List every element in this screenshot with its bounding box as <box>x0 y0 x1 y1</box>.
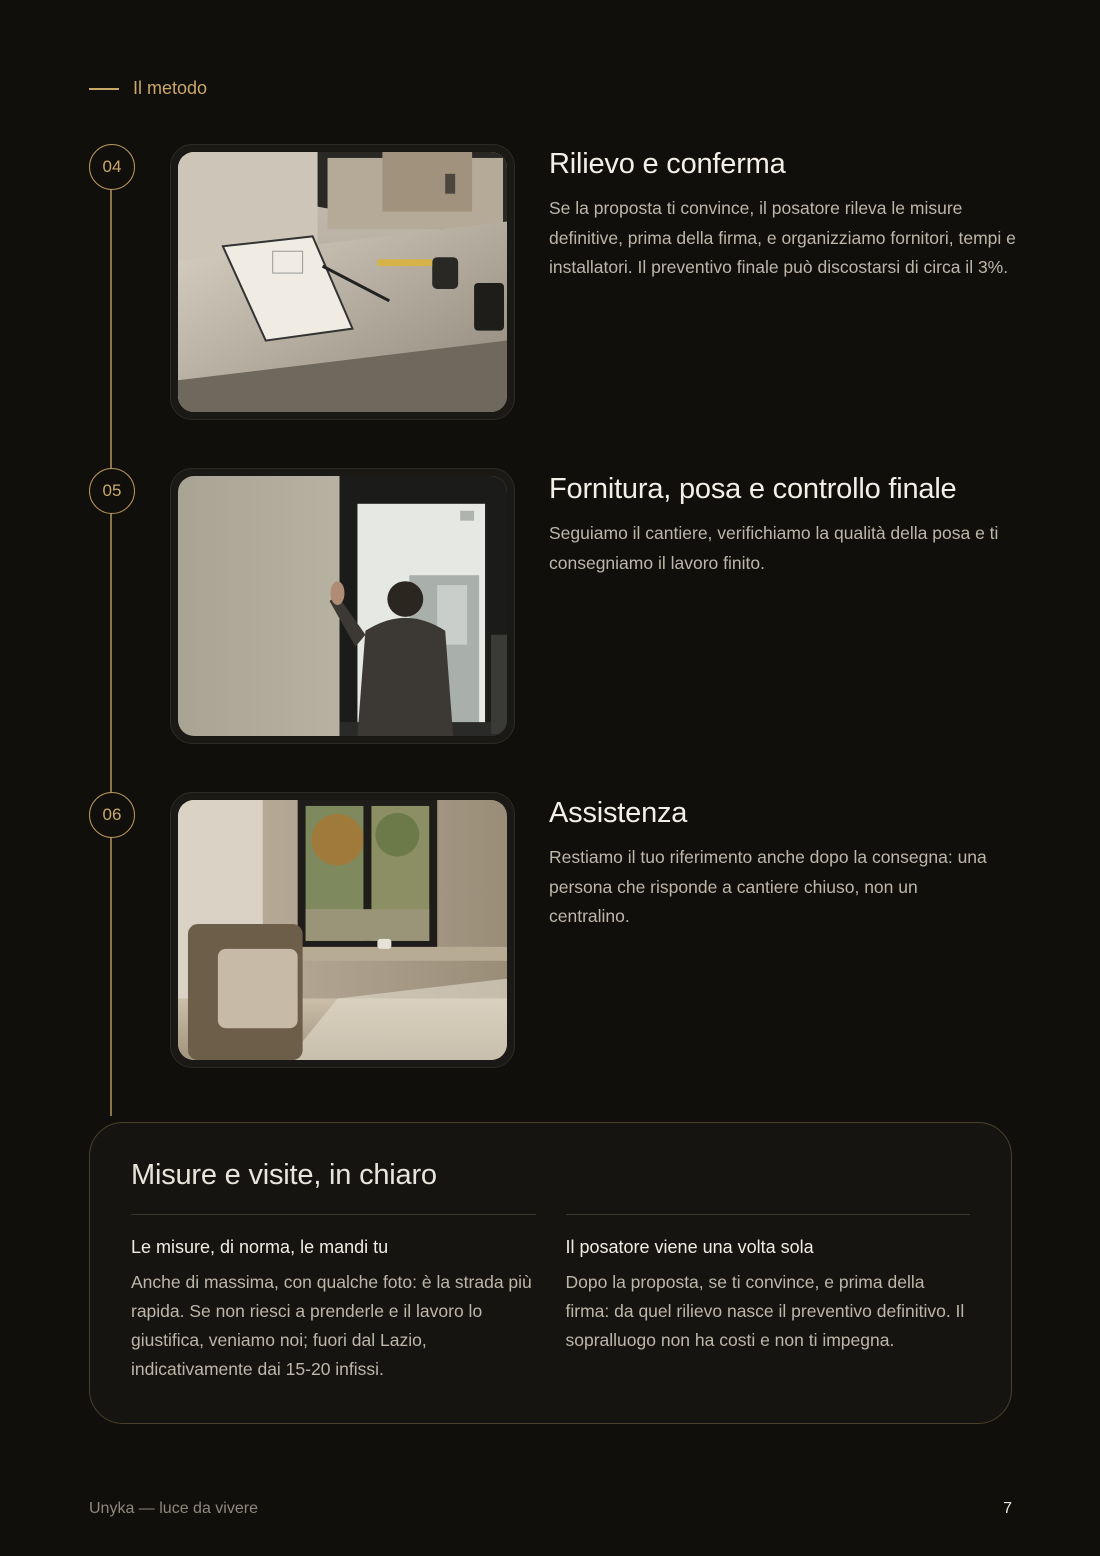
step-photo-survey <box>178 152 507 412</box>
step-number-04: 04 <box>89 144 135 190</box>
footer-brand: Unyka — luce da vivere <box>89 1500 258 1517</box>
info-columns <box>131 1214 970 1384</box>
step-photo-assistance <box>178 800 507 1060</box>
eyebrow-dash <box>89 88 119 90</box>
info-column-measures <box>131 1214 536 1384</box>
step-body: Seguiamo il cantiere, verifichiamo la qualità della posa e ti consegniamo il lavoro finito. <box>549 523 999 573</box>
step-06-text <box>549 795 1019 932</box>
info-title: Misure e visite, in chiaro <box>131 1159 437 1191</box>
step-05-text <box>549 471 1019 578</box>
step-number-05: 05 <box>89 468 135 514</box>
timeline-line <box>110 190 112 1116</box>
step-number-06: 06 <box>89 792 135 838</box>
step-photo-frame <box>170 144 515 420</box>
step-title: Fornitura, posa e controllo finale <box>549 473 957 505</box>
step-photo-frame <box>170 468 515 744</box>
step-title: Assistenza <box>549 797 688 829</box>
eyebrow-label: Il metodo <box>133 78 208 98</box>
step-body: Se la proposta ti convince, il posatore rileva le misure definitive, prima della firma, e organizziamo fornitori, tempi e installatori. Il preventivo finale può discostarsi di circa il 3%. <box>549 198 1016 277</box>
section-eyebrow <box>89 78 207 99</box>
info-column-heading: Il posatore viene una volta sola <box>565 1237 814 1257</box>
info-column-body: Dopo la proposta, se ti convince, e prima della firma: da quel rilievo nasce il preventivo definitivo. Il sopralluogo non ha costi e non ti impegna. <box>565 1272 965 1350</box>
info-column-heading: Le misure, di norma, le mandi tu <box>131 1237 389 1257</box>
step-body: Restiamo il tuo riferimento anche dopo la consegna: una persona che risponde a cantiere chiuso, non un centralino. <box>549 847 987 926</box>
info-column-visit <box>566 1214 971 1384</box>
page-number: 7 <box>1003 1500 1012 1517</box>
step-photo-frame <box>170 792 515 1068</box>
step-04-text <box>549 146 1019 283</box>
info-column-body: Anche di massima, con qualche foto: è la strada più rapida. Se non riesci a prenderle e il lavoro lo giustifica, veniamo noi; fuori dal Lazio, indicativamente dai 15-20 infissi. <box>131 1272 532 1379</box>
step-photo-installation <box>178 476 507 736</box>
step-title: Rilievo e conferma <box>549 148 786 180</box>
info-box <box>89 1122 1012 1424</box>
